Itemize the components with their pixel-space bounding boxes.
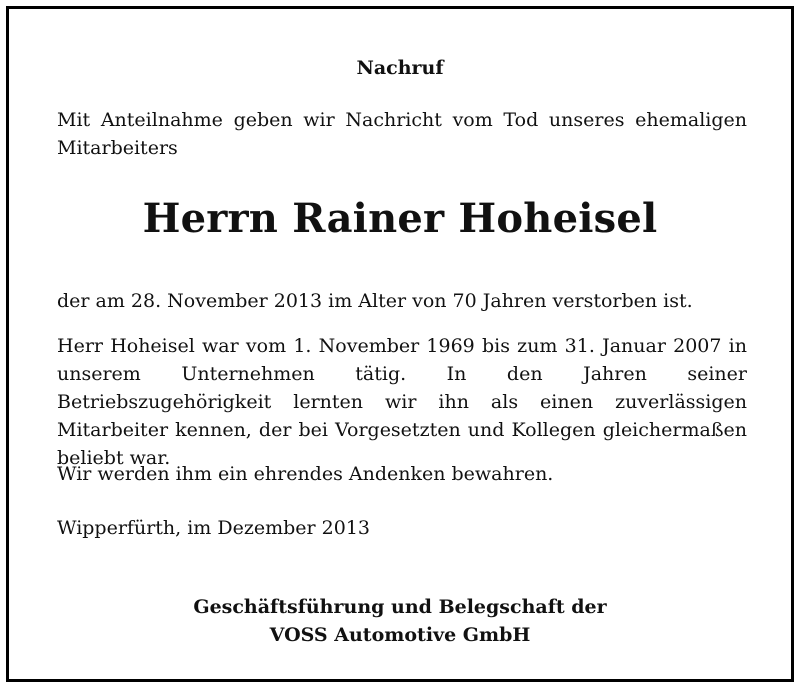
obituary-notice [6, 6, 794, 682]
notice-heading: Nachruf [356, 57, 444, 79]
signature-block [9, 593, 791, 649]
intro-paragraph: Mit Anteilnahme geben wir Nachricht vom Tod unseres ehemaligen Mitarbeiters [57, 109, 747, 159]
company-name: VOSS Automotive GmbH [269, 624, 531, 646]
death-date-line: der am 28. November 2013 im Alter von 70 Jahren verstorben ist. [57, 290, 693, 312]
deceased-name: Herrn Rainer Hoheisel [142, 195, 658, 242]
signature-line-1: Geschäftsführung und Belegschaft der [193, 596, 607, 618]
remembrance-line: Wir werden ihm ein ehrendes Andenken bewahren. [57, 463, 554, 485]
place-date-line: Wipperfürth, im Dezember 2013 [57, 517, 370, 539]
career-paragraph: Herr Hoheisel war vom 1. November 1969 bis zum 31. Januar 2007 in unserem Unternehmen tätig. In den Jahren seiner Betriebszugehörigkeit lernten wir ihn als einen zuverlässigen Mitarbeiter kennen, der bei Vorgesetzten und Kollegen gleichermaßen beliebt war. [57, 335, 747, 469]
